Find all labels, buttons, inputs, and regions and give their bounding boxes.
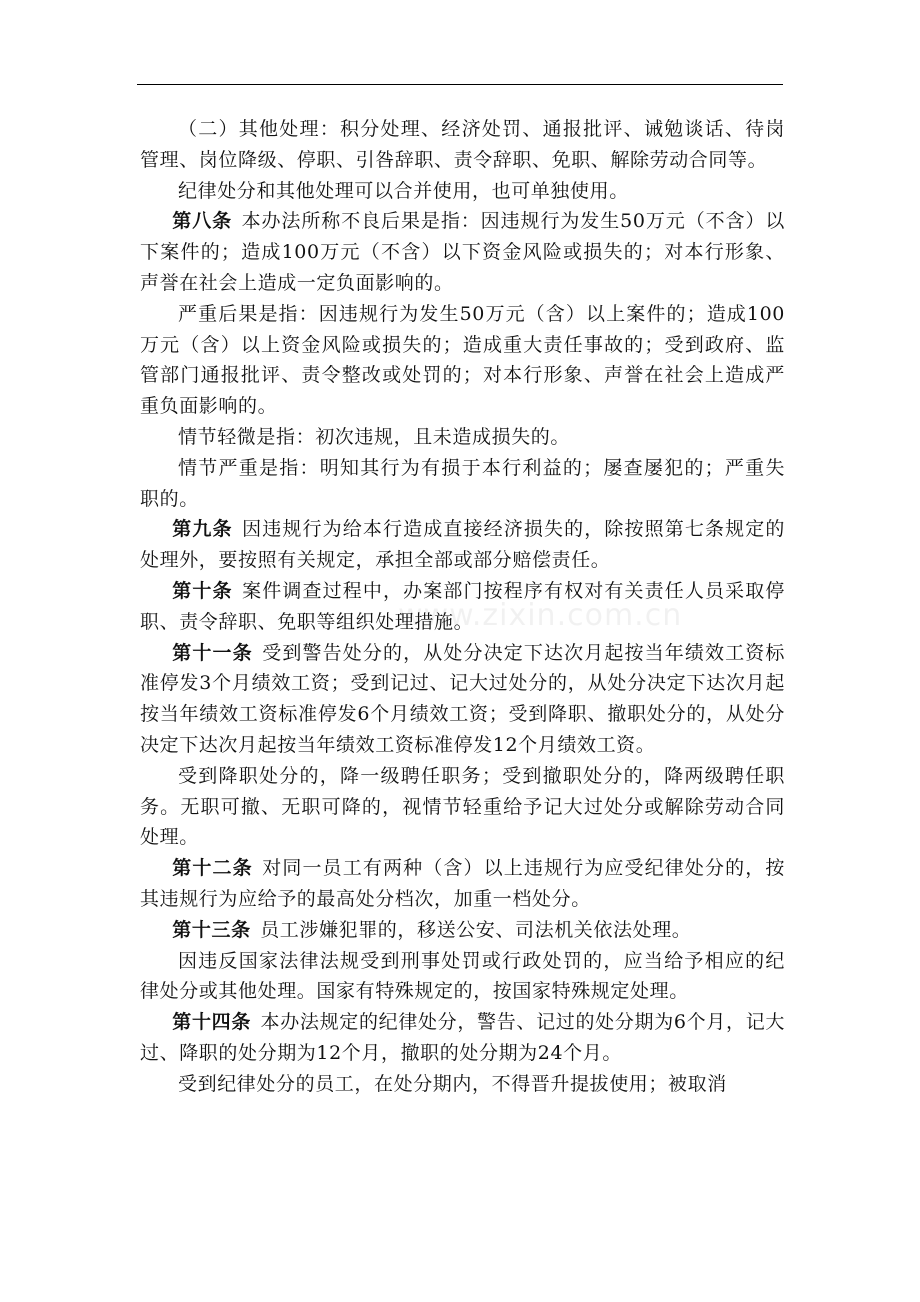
article-number: 第九条 bbox=[172, 518, 233, 541]
watermark: www.zixin.com.cn bbox=[398, 598, 683, 633]
paragraph: 第十三条 员工涉嫌犯罪的，移送公安、司法机关依法处理。 bbox=[172, 918, 692, 941]
article-number: 第十四条 bbox=[172, 1011, 252, 1034]
paragraph: 第八条 本办法所称不良后果是指：因违规行为发生50万元（不含）以下案件的；造成100万元（不含）以下资金风险或损失的；对本行形象、声誉在社会上造成一定负面影响的。 bbox=[140, 210, 785, 294]
paragraph: 第十四条 本办法规定的纪律处分，警告、记过的处分期为6个月，记大过、降职的处分期为12个月，撤职的处分期为24个月。 bbox=[140, 1011, 785, 1064]
paragraph: 严重后果是指：因违规行为发生50万元（含）以上案件的；造成100万元（含）以上资金风险或损失的；造成重大责任事故的；受到政府、监管部门通报批评、责令整改或处罚的；对本行形象、声誉在社会上造成严重负面影响的。 bbox=[140, 302, 785, 418]
header-rule bbox=[137, 84, 783, 85]
paragraph: 情节轻微是指：初次违规，且未造成损失的。 bbox=[178, 425, 571, 448]
paragraph: 因违反国家法律法规受到刑事处罚或行政处罚的，应当给予相应的纪律处分或其他处理。国家有特殊规定的，按国家特殊规定处理。 bbox=[140, 949, 785, 1003]
paragraph: 第十一条 受到警告处分的，从处分决定下达次月起按当年绩效工资标准停发3个月绩效工资；受到记过、记大过处分的，从处分决定下达次月起按当年绩效工资标准停发6个月绩效工资；受到降职、撤职处分的，从处分决定下达次月起按当年绩效工资标准停发12个月绩效工资。 bbox=[140, 641, 785, 756]
article-number: 第十条 bbox=[172, 579, 233, 602]
article-number: 第十三条 bbox=[172, 918, 251, 941]
paragraph: 第十条 案件调查过程中，办案部门按程序有权对有关责任人员采取停职、责令辞职、免职等组织处理措施。 bbox=[140, 579, 785, 633]
paragraph: 纪律处分和其他处理可以合并使用，也可单独使用。 bbox=[178, 179, 629, 202]
article-number: 第八条 bbox=[172, 210, 233, 233]
article-number: 第十一条 bbox=[172, 641, 253, 664]
paragraph: 情节严重是指：明知其行为有损于本行利益的；屡查屡犯的；严重失职的。 bbox=[140, 456, 785, 510]
paragraph: 第十二条 对同一员工有两种（含）以上违规行为应受纪律处分的，按其违规行为应给予的最高处分档次，加重一档处分。 bbox=[140, 857, 785, 910]
document-body bbox=[140, 114, 785, 1100]
paragraph: 第九条 因违规行为给本行造成直接经济损失的，除按照第七条规定的处理外，要按照有关规定，承担全部或部分赔偿责任。 bbox=[140, 518, 785, 572]
paragraph: 受到纪律处分的员工，在处分期内，不得晋升提拔使用；被取消 bbox=[178, 1072, 727, 1095]
paragraph: 受到降职处分的，降一级聘任职务；受到撤职处分的，降两级聘任职务。无职可撤、无职可降的，视情节轻重给予记大过处分或解除劳动合同处理。 bbox=[140, 764, 785, 849]
paragraph: （二）其他处理：积分处理、经济处罚、通报批评、诫勉谈话、待岗管理、岗位降级、停职、引咎辞职、责令辞职、免职、解除劳动合同等。 bbox=[140, 118, 785, 171]
article-number: 第十二条 bbox=[172, 857, 253, 880]
